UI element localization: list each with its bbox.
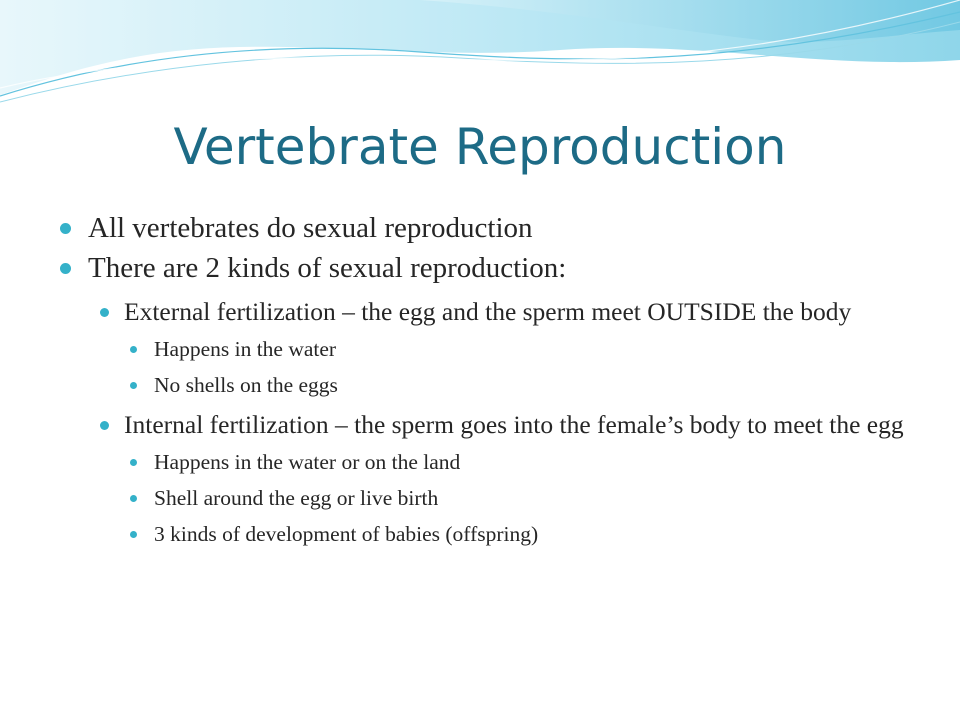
sub-bullet-item <box>100 297 920 326</box>
sub-sub-bullet-text: Shell around the egg or live birth <box>154 486 439 510</box>
sub-sub-bullet-text: Happens in the water <box>154 337 337 361</box>
header-wave-decoration <box>0 0 960 120</box>
bullet-text: There are 2 kinds of sexual reproduction: <box>88 252 567 284</box>
bullet-dot-icon <box>130 531 137 538</box>
bullet-item <box>60 251 920 285</box>
sub-bullet-item <box>100 410 920 439</box>
bullet-dot-icon <box>60 263 71 274</box>
bullet-text: All vertebrates do sexual reproduction <box>88 212 533 244</box>
sub-sub-bullet-item <box>130 372 920 398</box>
sub-sub-bullet-text: 3 kinds of development of babies (offspring) <box>154 522 539 546</box>
sub-sub-bullet-text: Happens in the water or on the land <box>154 450 461 474</box>
bullet-list <box>60 205 920 557</box>
sub-sub-bullet-text: No shells on the eggs <box>154 373 338 397</box>
slide-title: Vertebrate Reproduction <box>173 118 787 176</box>
bullet-dot-icon <box>100 421 109 430</box>
bullet-item <box>60 211 920 245</box>
sub-sub-bullet-item <box>130 336 920 362</box>
sub-bullet-text: External fertilization – the egg and the sperm meet OUTSIDE the body <box>124 297 852 326</box>
bullet-dot-icon <box>130 495 137 502</box>
bullet-dot-icon <box>60 223 71 234</box>
sub-bullet-text: Internal fertilization – the sperm goes into the female’s body to meet the egg <box>124 410 904 439</box>
sub-sub-bullet-item <box>130 485 920 511</box>
bullet-dot-icon <box>100 308 109 317</box>
sub-sub-bullet-item <box>130 521 920 547</box>
sub-sub-bullet-item <box>130 449 920 475</box>
bullet-dot-icon <box>130 382 137 389</box>
bullet-dot-icon <box>130 459 137 466</box>
bullet-dot-icon <box>130 346 137 353</box>
